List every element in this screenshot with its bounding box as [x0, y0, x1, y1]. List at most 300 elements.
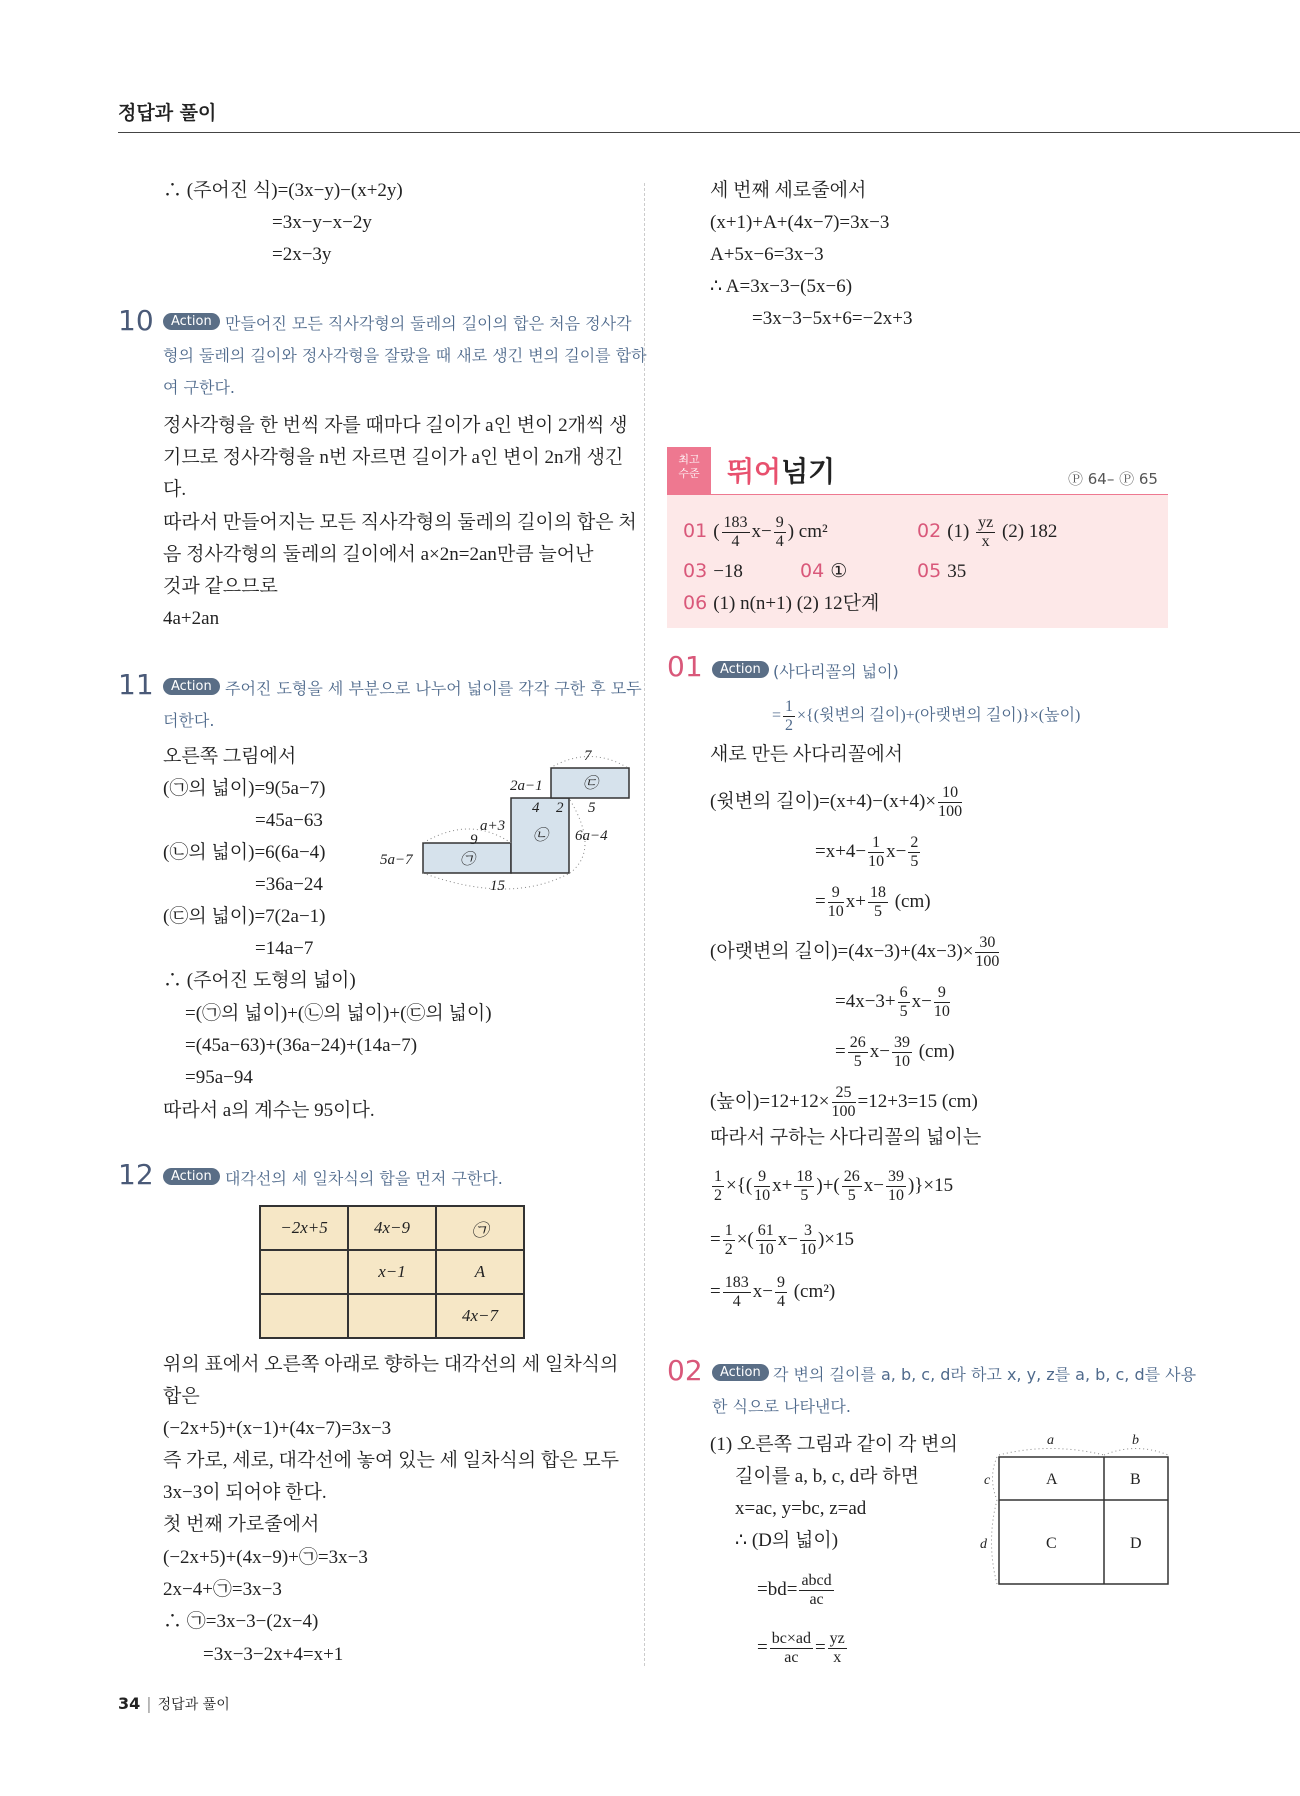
text-line	[710, 1125, 981, 1151]
action-badge: Action	[163, 1168, 220, 1185]
denominator: 5	[873, 903, 882, 920]
denominator: 100	[938, 803, 963, 820]
fraction	[775, 1274, 787, 1311]
math-text: 새로 만든 사다리꼴에서	[710, 744, 904, 765]
fraction	[756, 1222, 776, 1259]
numerator: 1	[785, 698, 794, 715]
numerator: 3	[800, 1222, 816, 1241]
numerator: 26	[843, 1168, 860, 1185]
numerator: 30	[975, 934, 999, 953]
answer-02	[917, 514, 1057, 551]
text-line	[710, 178, 866, 204]
level-tag-line: 수준	[678, 467, 700, 480]
numerator: 18	[869, 884, 886, 901]
math-text: 35	[947, 561, 967, 582]
problem-number-10: 10	[118, 304, 154, 337]
table-cell: 4x−7	[436, 1294, 524, 1338]
text-line	[163, 1098, 375, 1124]
label: 4	[532, 800, 540, 816]
math-line	[163, 178, 403, 204]
answer-expr	[713, 593, 879, 614]
fraction	[723, 1222, 735, 1259]
action-text: 대각선의 세 일차식의 합을 먼저 구한다.	[225, 1169, 503, 1188]
action-text: 여 구한다.	[163, 378, 235, 397]
math-line	[163, 1609, 318, 1635]
numerator: 39	[893, 1034, 910, 1051]
footer-title: 정답과 풀이	[157, 1697, 230, 1713]
fraction	[723, 1274, 751, 1311]
numerator: 183	[724, 1274, 749, 1291]
action-text: 각 변의 길이를 a, b, c, d라 하고 x, y, z를 a, b, c, d를 사용	[773, 1365, 1197, 1384]
math-text: (2) 182	[997, 520, 1058, 542]
math-text: =	[757, 1636, 768, 1658]
math-line	[757, 1630, 849, 1667]
fraction	[794, 1168, 814, 1205]
math-line	[815, 884, 931, 921]
math-text: =x+4−	[815, 840, 867, 862]
math-text: =3x−3−5x+6=−2x+3	[752, 308, 913, 329]
text-line	[163, 1352, 618, 1378]
numerator: 10	[938, 784, 962, 803]
problem-number-11: 11	[118, 668, 154, 701]
denominator: ac	[809, 1591, 824, 1608]
math-line	[163, 840, 326, 866]
answer-expr	[713, 561, 743, 582]
fraction	[898, 984, 910, 1021]
label: ㉠	[460, 852, 476, 868]
math-line	[163, 1545, 368, 1571]
denominator: 10	[868, 853, 885, 870]
numerator: 9	[934, 984, 950, 1003]
numerator: 39	[887, 1168, 904, 1185]
math-line	[255, 808, 323, 834]
fraction	[712, 1168, 724, 1205]
text-line	[735, 1464, 919, 1490]
math-text: =2x−3y	[272, 244, 332, 265]
numerator: 1	[724, 1222, 733, 1239]
text-line	[163, 413, 627, 439]
answer-num: 05	[917, 560, 942, 582]
math-text: 것과 같으므로	[163, 576, 278, 597]
math-text: =95a−94	[185, 1067, 253, 1088]
table-row	[260, 1294, 524, 1338]
math-line	[710, 1168, 953, 1205]
numerator: bc×ad	[771, 1630, 811, 1647]
denominator: 4	[775, 533, 784, 550]
math-line	[203, 1642, 343, 1668]
math-line	[272, 242, 331, 268]
math-text: =	[772, 707, 782, 725]
denominator: 10	[754, 1187, 771, 1204]
math-text: (	[713, 520, 720, 542]
label: c	[984, 1473, 991, 1488]
page-header-title: 정답과 풀이	[118, 102, 217, 124]
math-line	[710, 784, 964, 821]
numerator: 9	[754, 1168, 770, 1187]
math-text: ∴ (D의 넓이)	[735, 1530, 839, 1551]
answer-num: 03	[683, 560, 708, 582]
math-text: =(㉠의 넓이)+(㉡의 넓이)+(㉢의 넓이)	[185, 1003, 492, 1024]
label: 9	[470, 832, 478, 848]
label: 6a−4	[575, 828, 608, 844]
fraction	[722, 514, 750, 551]
fraction	[938, 784, 962, 821]
math-text: x−	[751, 520, 772, 542]
math-line	[710, 1084, 978, 1121]
table-cell: A	[436, 1250, 524, 1294]
fraction	[770, 1630, 813, 1667]
cell-label: D	[1130, 1535, 1142, 1552]
denominator: 5	[899, 1003, 908, 1020]
numerator: 1	[714, 1168, 722, 1185]
magic-square-table	[259, 1205, 525, 1339]
math-line	[752, 306, 913, 332]
text-line	[163, 1480, 327, 1506]
denominator: 5	[800, 1187, 809, 1204]
denominator: 10	[827, 903, 844, 920]
fraction	[908, 834, 920, 871]
fraction	[774, 514, 786, 551]
math-text: 길이를 a, b, c, d라 하면	[735, 1466, 919, 1487]
label: a	[1047, 1433, 1054, 1448]
problem-number-02: 02	[667, 1354, 703, 1387]
table-row	[260, 1250, 524, 1294]
math-text: )}×15	[907, 1174, 954, 1196]
math-text: ①	[830, 561, 848, 582]
fraction	[976, 514, 995, 551]
denominator: 100	[975, 953, 1000, 970]
math-line	[735, 1528, 838, 1554]
fraction	[783, 698, 795, 735]
math-text: )+(	[816, 1174, 840, 1196]
action-formula	[772, 698, 1080, 735]
answer-01	[683, 514, 828, 551]
section-title-b: 넘기	[781, 455, 836, 488]
numerator: 9	[775, 514, 784, 531]
table-cell	[260, 1250, 348, 1294]
action-text: 만들어진 모든 직사각형의 둘레의 길이의 합은 처음 정사각	[225, 314, 632, 333]
denominator: 2	[714, 1187, 722, 1204]
math-text: 3x−3이 되어야 한다.	[163, 1482, 327, 1503]
math-text: =12+3=15 (cm)	[857, 1090, 978, 1112]
math-line	[185, 1001, 492, 1027]
table-cell: ㉠	[436, 1206, 524, 1250]
action-text: 주어진 도형을 세 부분으로 나누어 넓이를 각각 구한 후 모두	[225, 679, 642, 698]
fraction	[832, 1084, 856, 1121]
label: 15	[490, 878, 505, 894]
numerator: 61	[757, 1222, 774, 1239]
math-text: =45a−63	[255, 810, 323, 831]
denominator: ac	[784, 1649, 799, 1666]
math-line	[163, 968, 356, 994]
fraction	[848, 1034, 868, 1071]
problem-number-12: 12	[118, 1158, 154, 1191]
answer-num: 04	[800, 560, 825, 582]
math-text: 위의 표에서 오른쪽 아래로 향하는 대각선의 세 일차식의	[163, 1354, 619, 1375]
math-line	[163, 904, 326, 930]
math-text: =(45a−63)+(36a−24)+(14a−7)	[185, 1035, 418, 1056]
math-line	[710, 1274, 835, 1311]
column-divider	[644, 183, 645, 1666]
math-text: (높이)=12+12×	[710, 1090, 830, 1112]
math-text: =	[710, 1280, 721, 1302]
text-line	[163, 542, 593, 568]
math-text: (윗변의 길이)=(x+4)−(x+4)×	[710, 790, 937, 812]
answer-06	[683, 590, 879, 617]
math-text: x−	[911, 990, 932, 1012]
text-line	[163, 744, 296, 770]
math-text: (㉢의 넓이)=7(2a−1)	[163, 906, 326, 927]
math-line	[835, 1034, 955, 1071]
answer-expr	[830, 561, 847, 582]
action-badge: Action	[712, 1364, 769, 1381]
fraction	[754, 1168, 770, 1205]
text-line	[163, 445, 623, 471]
fraction	[886, 1168, 906, 1205]
answer-num: 02	[917, 519, 942, 542]
denominator: 4	[731, 533, 740, 550]
math-line	[255, 872, 323, 898]
math-text: ×{(	[726, 1174, 753, 1196]
outer-rect	[999, 1457, 1168, 1584]
math-text: )×15	[817, 1228, 855, 1250]
action-text: 형의 둘레의 길이와 정사각형을 잘랐을 때 새로 생긴 변의 길이를 합하	[163, 346, 647, 365]
math-text: ∴ A=3x−3−(5x−6)	[710, 276, 853, 297]
math-text: =bd=	[757, 1578, 798, 1600]
rectangle-grid-figure	[980, 1430, 1170, 1590]
label: 7	[584, 748, 592, 764]
label: ㉢	[583, 776, 599, 792]
math-line	[185, 1065, 253, 1091]
answer-expr	[947, 561, 966, 582]
math-line	[710, 934, 1001, 971]
answer-num: 06	[683, 592, 708, 614]
math-line	[163, 606, 219, 632]
math-text: =3x−y−x−2y	[272, 212, 372, 233]
denominator: 10	[933, 1003, 950, 1020]
text-line	[163, 1384, 200, 1410]
math-line	[255, 936, 313, 962]
math-text: 합은	[163, 1386, 200, 1407]
math-line	[710, 242, 824, 268]
math-text: (1) n(n+1) (2) 12단계	[713, 593, 880, 614]
page-number: 34	[118, 1694, 141, 1713]
answer-04	[800, 558, 847, 585]
table-row	[260, 1206, 524, 1250]
numerator: 18	[796, 1168, 813, 1185]
math-text: (−2x+5)+(4x−9)+㉠=3x−3	[163, 1547, 368, 1568]
math-text: ×(	[736, 1228, 754, 1250]
text-line	[163, 574, 278, 600]
math-text: 오른쪽 그림에서	[163, 746, 297, 767]
math-text: 음 정사각형의 둘레의 길이에서 a×2n=2an만큼 늘어난	[163, 544, 594, 565]
denominator: 4	[732, 1293, 741, 1310]
math-text: (x+1)+A+(4x−7)=3x−3	[710, 212, 890, 233]
math-text: x−	[752, 1280, 773, 1302]
fraction	[828, 884, 844, 921]
math-text: =	[814, 1636, 826, 1658]
table-cell	[260, 1294, 348, 1338]
label: d	[980, 1537, 987, 1552]
math-text: ∴ (주어진 도형의 넓이)	[163, 970, 356, 991]
math-text: 다.	[163, 479, 187, 500]
math-text: x−	[869, 1040, 890, 1062]
fraction	[868, 884, 888, 921]
math-text: 2x−4+㉠=3x−3	[163, 1579, 282, 1600]
math-text: 세 번째 세로줄에서	[710, 180, 867, 201]
label: b	[1132, 1433, 1139, 1448]
label: 2	[556, 800, 564, 816]
math-text: (1)	[947, 520, 975, 542]
numerator: 25	[832, 1084, 856, 1103]
numerator: 26	[849, 1034, 866, 1051]
action-text: 더한다.	[163, 711, 215, 730]
denominator: 10	[893, 1053, 910, 1070]
math-text: =3x−3−2x+4=x+1	[203, 1644, 344, 1665]
denominator: 4	[776, 1293, 785, 1310]
denominator: 2	[785, 717, 794, 734]
numerator: 1	[868, 834, 884, 853]
text-line	[163, 1512, 319, 1538]
label: 2a−1	[510, 778, 543, 794]
answer-expr	[713, 514, 828, 550]
answer-03	[683, 558, 743, 585]
table-cell	[348, 1294, 436, 1338]
numerator: yz	[978, 514, 994, 531]
numerator: 2	[910, 834, 919, 851]
math-text: x−	[863, 1174, 884, 1196]
action-badge: Action	[712, 661, 769, 678]
math-text: =	[815, 890, 826, 912]
math-text: =36a−24	[255, 874, 323, 895]
math-text: (−2x+5)+(x−1)+(4x−7)=3x−3	[163, 1418, 392, 1439]
math-text: =	[710, 1228, 721, 1250]
math-line	[835, 984, 952, 1021]
fraction	[892, 1034, 912, 1071]
action-badge: Action	[163, 313, 220, 330]
fraction	[799, 1572, 833, 1609]
answer-expr	[947, 514, 1058, 550]
header-rule	[118, 132, 1300, 133]
numerator: yz	[829, 1630, 845, 1647]
math-text: =14a−7	[255, 938, 314, 959]
math-line	[815, 834, 922, 871]
action-text: (사다리꼴의 넓이)	[773, 662, 899, 681]
level-tag-line: 최고	[678, 453, 700, 466]
text-line	[710, 1432, 958, 1458]
math-text: x−	[886, 840, 907, 862]
denominator: 5	[847, 1187, 856, 1204]
cell-label: C	[1046, 1535, 1057, 1552]
footer: 34 | 정답과 풀이	[118, 1694, 230, 1713]
label: ㉡	[533, 828, 549, 844]
math-text: 4a+2an	[163, 608, 220, 629]
math-line	[163, 776, 326, 802]
math-text: (1) 오른쪽 그림과 같이 각 변의	[710, 1434, 958, 1455]
answer-box	[667, 495, 1168, 628]
fraction	[842, 1168, 862, 1205]
math-text: x+	[772, 1174, 793, 1196]
math-text: ∴ (주어진 식)=(3x−y)−(x+2y)	[163, 180, 403, 201]
math-text: (cm²)	[788, 1280, 836, 1302]
math-text: 따라서 a의 계수는 95이다.	[163, 1100, 375, 1121]
text-line	[163, 510, 637, 536]
denominator: x	[981, 533, 990, 550]
label: 5a−7	[380, 852, 413, 868]
fraction	[868, 834, 884, 871]
denominator: 10	[887, 1187, 904, 1204]
math-text: (cm)	[913, 1040, 955, 1062]
math-line	[272, 210, 372, 236]
math-line	[735, 1496, 866, 1522]
fraction	[975, 934, 999, 971]
table-cell: x−1	[348, 1250, 436, 1294]
math-text: 기므로 정사각형을 n번 자르면 길이가 a인 변이 2n개 생긴	[163, 447, 624, 468]
math-text: −18	[713, 561, 743, 582]
denominator: 100	[831, 1103, 856, 1120]
numerator: 6	[899, 984, 908, 1001]
section-title	[727, 450, 835, 490]
math-text: =4x−3+	[835, 990, 896, 1012]
numerator: abcd	[801, 1572, 832, 1589]
label: a+3	[480, 818, 506, 834]
math-text: (cm)	[889, 890, 931, 912]
cell-label: B	[1130, 1471, 1141, 1488]
action-badge: Action	[163, 678, 220, 695]
math-text: =	[835, 1040, 846, 1062]
fraction	[800, 1222, 816, 1259]
math-line	[163, 1416, 391, 1442]
math-text: (아랫변의 길이)=(4x−3)+(4x−3)×	[710, 940, 974, 962]
math-text: ×{(윗변의 길이)+(아랫변의 길이)}×(높이)	[797, 707, 1081, 725]
action-text: 한 식으로 나타낸다.	[712, 1397, 851, 1416]
problem-number-01: 01	[667, 650, 703, 683]
page-range: Ⓟ 64– Ⓟ 65	[1068, 470, 1158, 488]
denominator: 10	[799, 1241, 816, 1258]
math-text: A+5x−6=3x−3	[710, 244, 824, 265]
fraction	[934, 984, 950, 1021]
section-title-a: 뛰어	[727, 455, 782, 488]
math-text: ) cm²	[787, 520, 828, 542]
math-line	[757, 1572, 836, 1609]
table-cell: −2x+5	[260, 1206, 348, 1250]
math-line	[710, 210, 889, 236]
label: 5	[588, 800, 596, 816]
math-text: x−	[777, 1228, 798, 1250]
text-line	[163, 477, 186, 503]
math-text: 즉 가로, 세로, 대각선에 놓여 있는 세 일차식의 합은 모두	[163, 1450, 620, 1471]
numerator: 9	[828, 884, 844, 903]
math-line	[710, 274, 852, 300]
math-text: 따라서 만들어지는 모든 직사각형의 둘레의 길이의 합은 처	[163, 512, 637, 533]
math-text: (㉠의 넓이)=9(5a−7)	[163, 778, 326, 799]
math-line	[185, 1033, 417, 1059]
numerator: 9	[776, 1274, 785, 1291]
answer-num: 01	[683, 519, 708, 542]
math-text: ∴ ㉠=3x−3−(2x−4)	[163, 1611, 319, 1632]
denominator: 10	[757, 1241, 774, 1258]
denominator: 2	[724, 1241, 733, 1258]
math-text: 따라서 구하는 사다리꼴의 넓이는	[710, 1127, 982, 1148]
fraction	[828, 1630, 847, 1667]
math-line	[163, 1577, 282, 1603]
math-text: x=ac, y=bc, z=ad	[735, 1498, 867, 1519]
table-cell: 4x−9	[348, 1206, 436, 1250]
composite-shape-figure	[370, 740, 630, 900]
cell-label: A	[1046, 1471, 1058, 1488]
denominator: 5	[910, 853, 919, 870]
answer-05	[917, 558, 966, 585]
